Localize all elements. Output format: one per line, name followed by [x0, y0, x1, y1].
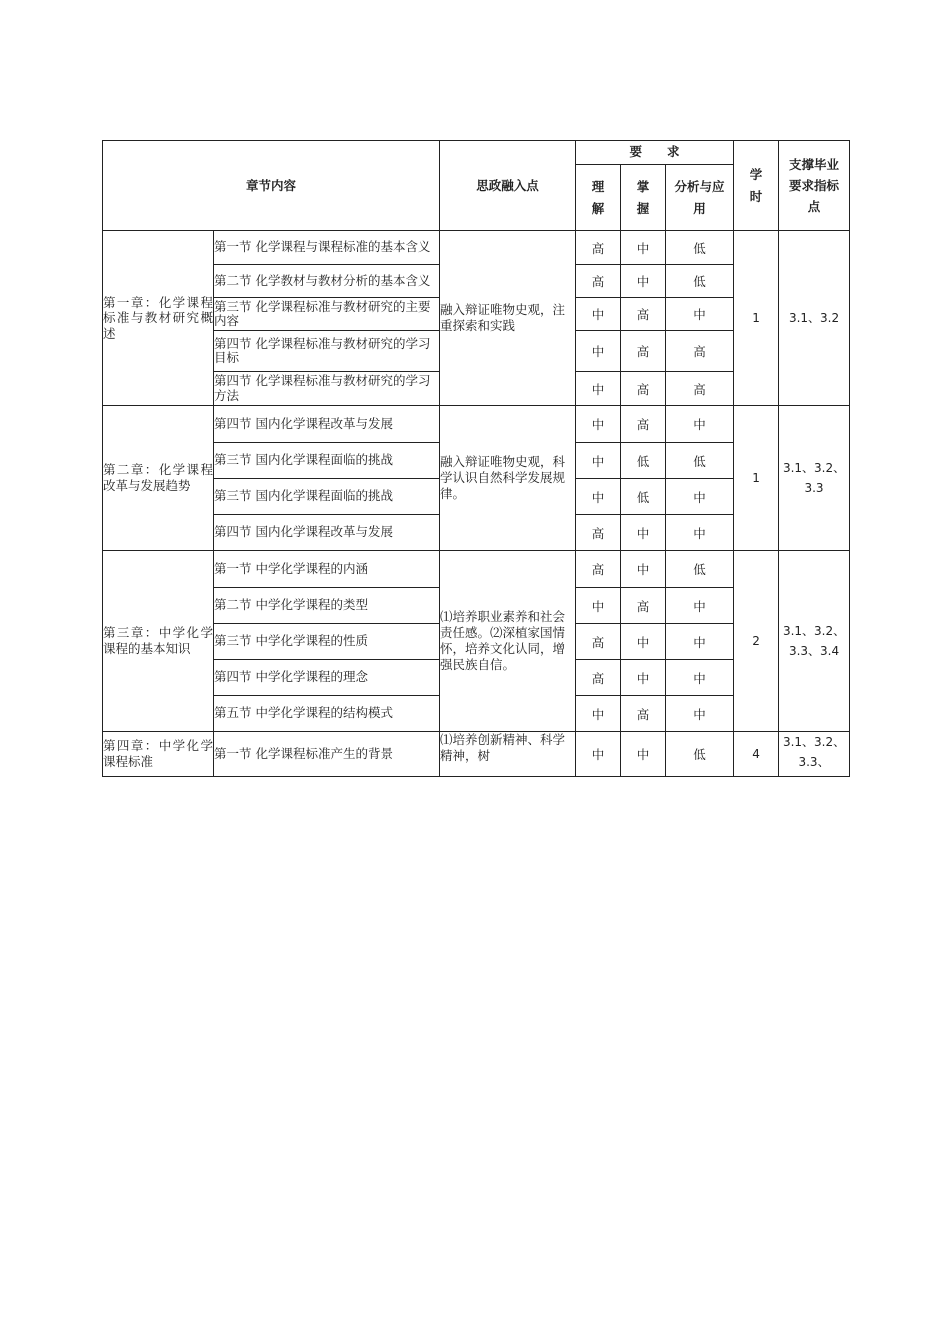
section-name: 第三节 国内化学课程面临的挑战 — [214, 443, 440, 479]
level-master: 中 — [621, 732, 666, 777]
chapter-support: 3.1、3.2 — [779, 231, 850, 406]
chapter-title: 第二章：化学课程改革与发展趋势 — [103, 406, 214, 551]
level-analyze: 中 — [666, 660, 734, 696]
header-support: 支撑毕业要求指标点 — [779, 141, 850, 231]
header-chapter-content: 章节内容 — [103, 141, 440, 231]
sizheng-point: 融入辩证唯物史观，注重探索和实践 — [440, 231, 576, 406]
chapter-support: 3.1、3.2、3.3、 — [779, 732, 850, 777]
level-understand: 中 — [576, 696, 621, 732]
level-analyze: 低 — [666, 551, 734, 588]
section-name: 第二节 中学化学课程的类型 — [214, 588, 440, 624]
header-master: 掌握 — [621, 165, 666, 231]
header-sizheng: 思政融入点 — [440, 141, 576, 231]
header-requirements: 要 求 — [576, 141, 734, 165]
level-analyze: 中 — [666, 624, 734, 660]
sizheng-point: ⑴培养职业素养和社会责任感。⑵深植家国情怀，培养文化认同，增强民族自信。 — [440, 551, 576, 732]
section-name: 第一节 中学化学课程的内涵 — [214, 551, 440, 588]
section-name: 第三节 中学化学课程的性质 — [214, 624, 440, 660]
chapter-title: 第三章：中学化学课程的基本知识 — [103, 551, 214, 732]
level-analyze: 中 — [666, 588, 734, 624]
sizheng-point: 融入辩证唯物史观，科学认识自然科学发展规律。 — [440, 406, 576, 551]
chapter-hours: 4 — [734, 732, 779, 777]
level-master: 高 — [621, 298, 666, 331]
section-name: 第四节 化学课程标准与教材研究的学习目标 — [214, 331, 440, 372]
level-understand: 高 — [576, 624, 621, 660]
level-analyze: 低 — [666, 265, 734, 298]
level-master: 低 — [621, 443, 666, 479]
level-master: 中 — [621, 624, 666, 660]
header-hours: 学时 — [734, 141, 779, 231]
chapter-hours: 1 — [734, 231, 779, 406]
level-master: 中 — [621, 660, 666, 696]
level-analyze: 高 — [666, 331, 734, 372]
level-master: 中 — [621, 515, 666, 551]
level-analyze: 中 — [666, 298, 734, 331]
section-name: 第四节 国内化学课程改革与发展 — [214, 406, 440, 443]
section-name: 第二节 化学教材与教材分析的基本含义 — [214, 265, 440, 298]
section-name: 第一节 化学课程标准产生的背景 — [214, 732, 440, 777]
level-understand: 高 — [576, 551, 621, 588]
level-analyze: 高 — [666, 372, 734, 406]
chapter-title: 第四章：中学化学课程标准 — [103, 732, 214, 777]
chapter-hours: 1 — [734, 406, 779, 551]
level-understand: 高 — [576, 265, 621, 298]
level-analyze: 低 — [666, 231, 734, 265]
chapter-title: 第一章：化学课程标准与教材研究概述 — [103, 231, 214, 406]
section-name: 第四节 国内化学课程改革与发展 — [214, 515, 440, 551]
level-understand: 中 — [576, 479, 621, 515]
chapter-support: 3.1、3.2、3.3 — [779, 406, 850, 551]
level-master: 高 — [621, 372, 666, 406]
level-understand: 中 — [576, 588, 621, 624]
section-name: 第三节 化学课程标准与教材研究的主要内容 — [214, 298, 440, 331]
level-analyze: 中 — [666, 479, 734, 515]
level-understand: 中 — [576, 406, 621, 443]
section-name: 第四节 中学化学课程的理念 — [214, 660, 440, 696]
level-analyze: 中 — [666, 515, 734, 551]
chapter-hours: 2 — [734, 551, 779, 732]
level-understand: 中 — [576, 732, 621, 777]
section-name: 第一节 化学课程与课程标准的基本含义 — [214, 231, 440, 265]
level-analyze: 低 — [666, 732, 734, 777]
level-understand: 高 — [576, 231, 621, 265]
level-analyze: 低 — [666, 443, 734, 479]
level-master: 低 — [621, 479, 666, 515]
level-master: 中 — [621, 551, 666, 588]
level-understand: 中 — [576, 298, 621, 331]
level-master: 高 — [621, 406, 666, 443]
level-master: 中 — [621, 265, 666, 298]
header-understand: 理解 — [576, 165, 621, 231]
level-master: 高 — [621, 696, 666, 732]
section-name: 第三节 国内化学课程面临的挑战 — [214, 479, 440, 515]
header-analyze-apply: 分析与应用 — [666, 165, 734, 231]
level-understand: 中 — [576, 372, 621, 406]
level-analyze: 中 — [666, 696, 734, 732]
section-name: 第四节 化学课程标准与教材研究的学习方法 — [214, 372, 440, 406]
level-master: 中 — [621, 231, 666, 265]
level-master: 高 — [621, 331, 666, 372]
level-understand: 高 — [576, 660, 621, 696]
level-master: 高 — [621, 588, 666, 624]
level-analyze: 中 — [666, 406, 734, 443]
syllabus-table — [102, 140, 850, 777]
level-understand: 高 — [576, 515, 621, 551]
level-understand: 中 — [576, 443, 621, 479]
section-name: 第五节 中学化学课程的结构模式 — [214, 696, 440, 732]
chapter-support: 3.1、3.2、3.3、3.4 — [779, 551, 850, 732]
level-understand: 中 — [576, 331, 621, 372]
sizheng-point: ⑴培养创新精神、科学精神，树 — [440, 732, 576, 777]
